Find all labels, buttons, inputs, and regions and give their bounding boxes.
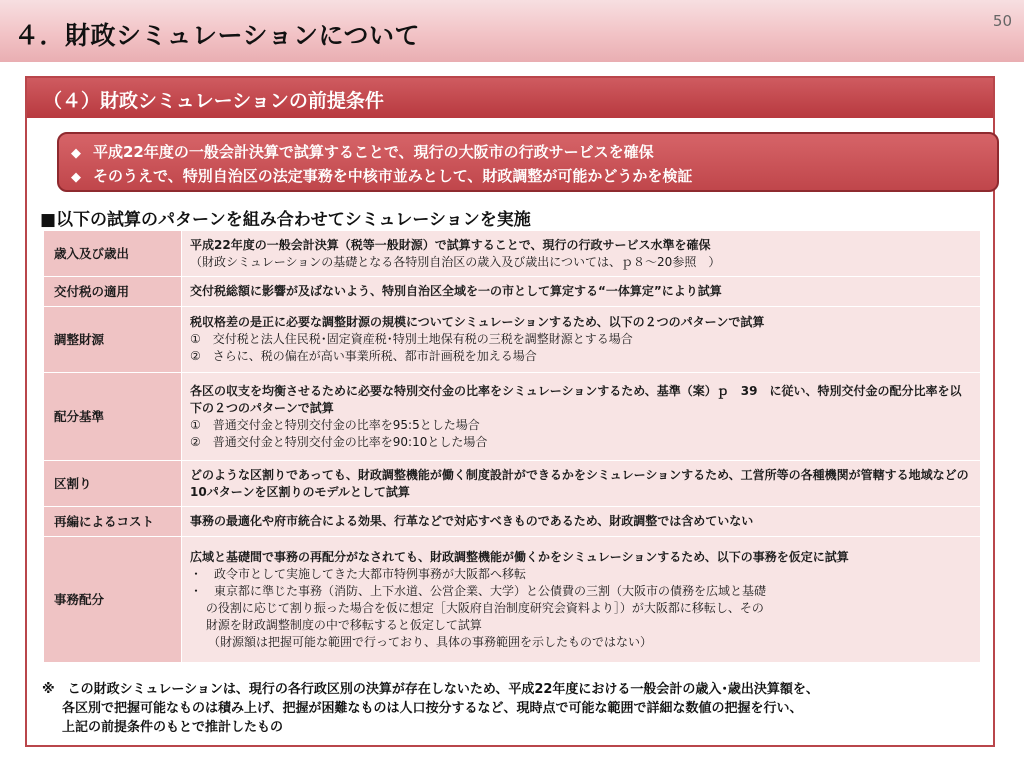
row-content — [182, 507, 981, 537]
summary-line — [71, 164, 997, 188]
table-row — [44, 231, 981, 277]
row-main-text: どのような区割りであっても、財政調整機能が働く制度設計ができるかをシミュレーションするため、工営所等の各種機関が管轄する地域などの10パターンを区割りのモデルとして試算 — [190, 467, 969, 499]
row-sub-text: （財源額は把握可能な範囲で行っており、具体の事務範囲を示したものではない） — [190, 634, 653, 649]
row-content — [182, 373, 981, 461]
row-sub-text: ・ 東京都に準じた事務（消防、上下水道、公営企業、大学）と公債費の三割（大阪市の債務を広域と基礎 — [190, 583, 767, 598]
row-label: 区割り — [44, 461, 182, 507]
row-main-text: 各区の収支を均衡させるために必要な特別交付金の比率をシミュレーションするため、基準（案）ｐ 39 に従い、特別交付金の配分比率を以下の２つのパターンで試算 — [190, 383, 962, 415]
summary-text: そのうえで、特別自治区の法定事務を中核市並みとして、財政調整が可能かどうかを検証 — [93, 167, 693, 185]
row-content — [182, 461, 981, 507]
summary-text: 平成22年度の一般会計決算で試算することで、現行の大阪市の行政サービスを確保 — [93, 143, 654, 161]
row-content — [182, 277, 981, 307]
table-row — [44, 277, 981, 307]
row-label: 交付税の適用 — [44, 277, 182, 307]
row-content — [182, 307, 981, 373]
diamond-bullet-icon: ◆ — [71, 146, 81, 161]
table-row — [44, 537, 981, 663]
row-sub-text: ② さらに、税の偏在が高い事業所税、都市計画税を加える場合 — [190, 349, 537, 363]
row-label: 調整財源 — [44, 307, 182, 373]
footnote-line: ※ この財政シミュレーションは、現行の各行政区別の決算が存在しないため、平成22年度における一般会計の歳入･歳出決算額を、 — [42, 682, 819, 697]
table-row — [44, 307, 981, 373]
table-row — [44, 373, 981, 461]
frame-title: （４）財政シミュレーションの前提条件 — [43, 90, 384, 112]
row-sub-text: （財政シミュレーションの基礎となる各特別自治区の歳入及び歳出については、ｐ８～20参照 ） — [190, 254, 721, 269]
table-row — [44, 507, 981, 537]
conditions-table — [43, 230, 981, 663]
frame-header — [27, 78, 993, 118]
footnote — [42, 680, 972, 737]
row-sub-text: ① 交付税と法人住民税･固定資産税･特別土地保有税の三税を調整財源とする場合 — [190, 332, 633, 346]
row-main-text: 交付税総額に影響が及ばないよう、特別自治区全域を一の市として算定する“一体算定”により試算 — [190, 284, 722, 298]
footnote-line: 各区別で把握可能なものは積み上げ、把握が困難なものは人口按分するなど、現時点で可能な範囲で詳細な数値の把握を行い、 — [62, 701, 803, 716]
summary-box — [57, 132, 999, 192]
row-sub-text: の役割に応じて割り振った場合を仮に想定［大阪府自治制度研究会資料より］）が大阪都に移転し、その — [190, 600, 764, 615]
row-main-text: 平成22年度の一般会計決算（税等一般財源）で試算することで、現行の行政サービス水準を確保 — [190, 237, 711, 252]
row-content — [182, 231, 981, 277]
page-number: 50 — [992, 12, 1012, 30]
row-sub-text: ② 普通交付金と特別交付金の比率を90:10とした場合 — [190, 434, 488, 449]
diamond-bullet-icon: ◆ — [71, 170, 81, 185]
summary-line — [71, 140, 997, 164]
footnote-line: 上記の前提条件のもとで推計したもの — [62, 720, 284, 735]
row-content — [182, 537, 981, 663]
row-label: 再編によるコスト — [44, 507, 182, 537]
row-label: 事務配分 — [44, 537, 182, 663]
row-main-text: 広域と基礎間で事務の再配分がなされても、財政調整機能が働くかをシミュレーションするため、以下の事務を仮定に試算 — [190, 549, 849, 564]
row-sub-text: ・ 政令市として実施してきた大都市特例事務が大阪都へ移転 — [190, 566, 527, 581]
row-main-text: 事務の最適化や府市統合による効果、行革などで対応すべきものであるため、財政調整では含めていない — [190, 514, 754, 528]
row-label: 配分基準 — [44, 373, 182, 461]
row-sub-text: ① 普通交付金と特別交付金の比率を95:5とした場合 — [190, 417, 480, 432]
section-heading: ■以下の試算のパターンを組み合わせてシミュレーションを実施 — [40, 210, 531, 230]
row-label: 歳入及び歳出 — [44, 231, 182, 277]
page-title: ４．財政シミュレーションについて — [14, 21, 421, 50]
table-row — [44, 461, 981, 507]
row-main-text: 税収格差の是正に必要な調整財源の規模についてシミュレーションするため、以下の２つのパターンで試算 — [190, 315, 765, 329]
row-sub-text: 財源を財政調整制度の中で移転すると仮定して試算 — [190, 617, 482, 632]
